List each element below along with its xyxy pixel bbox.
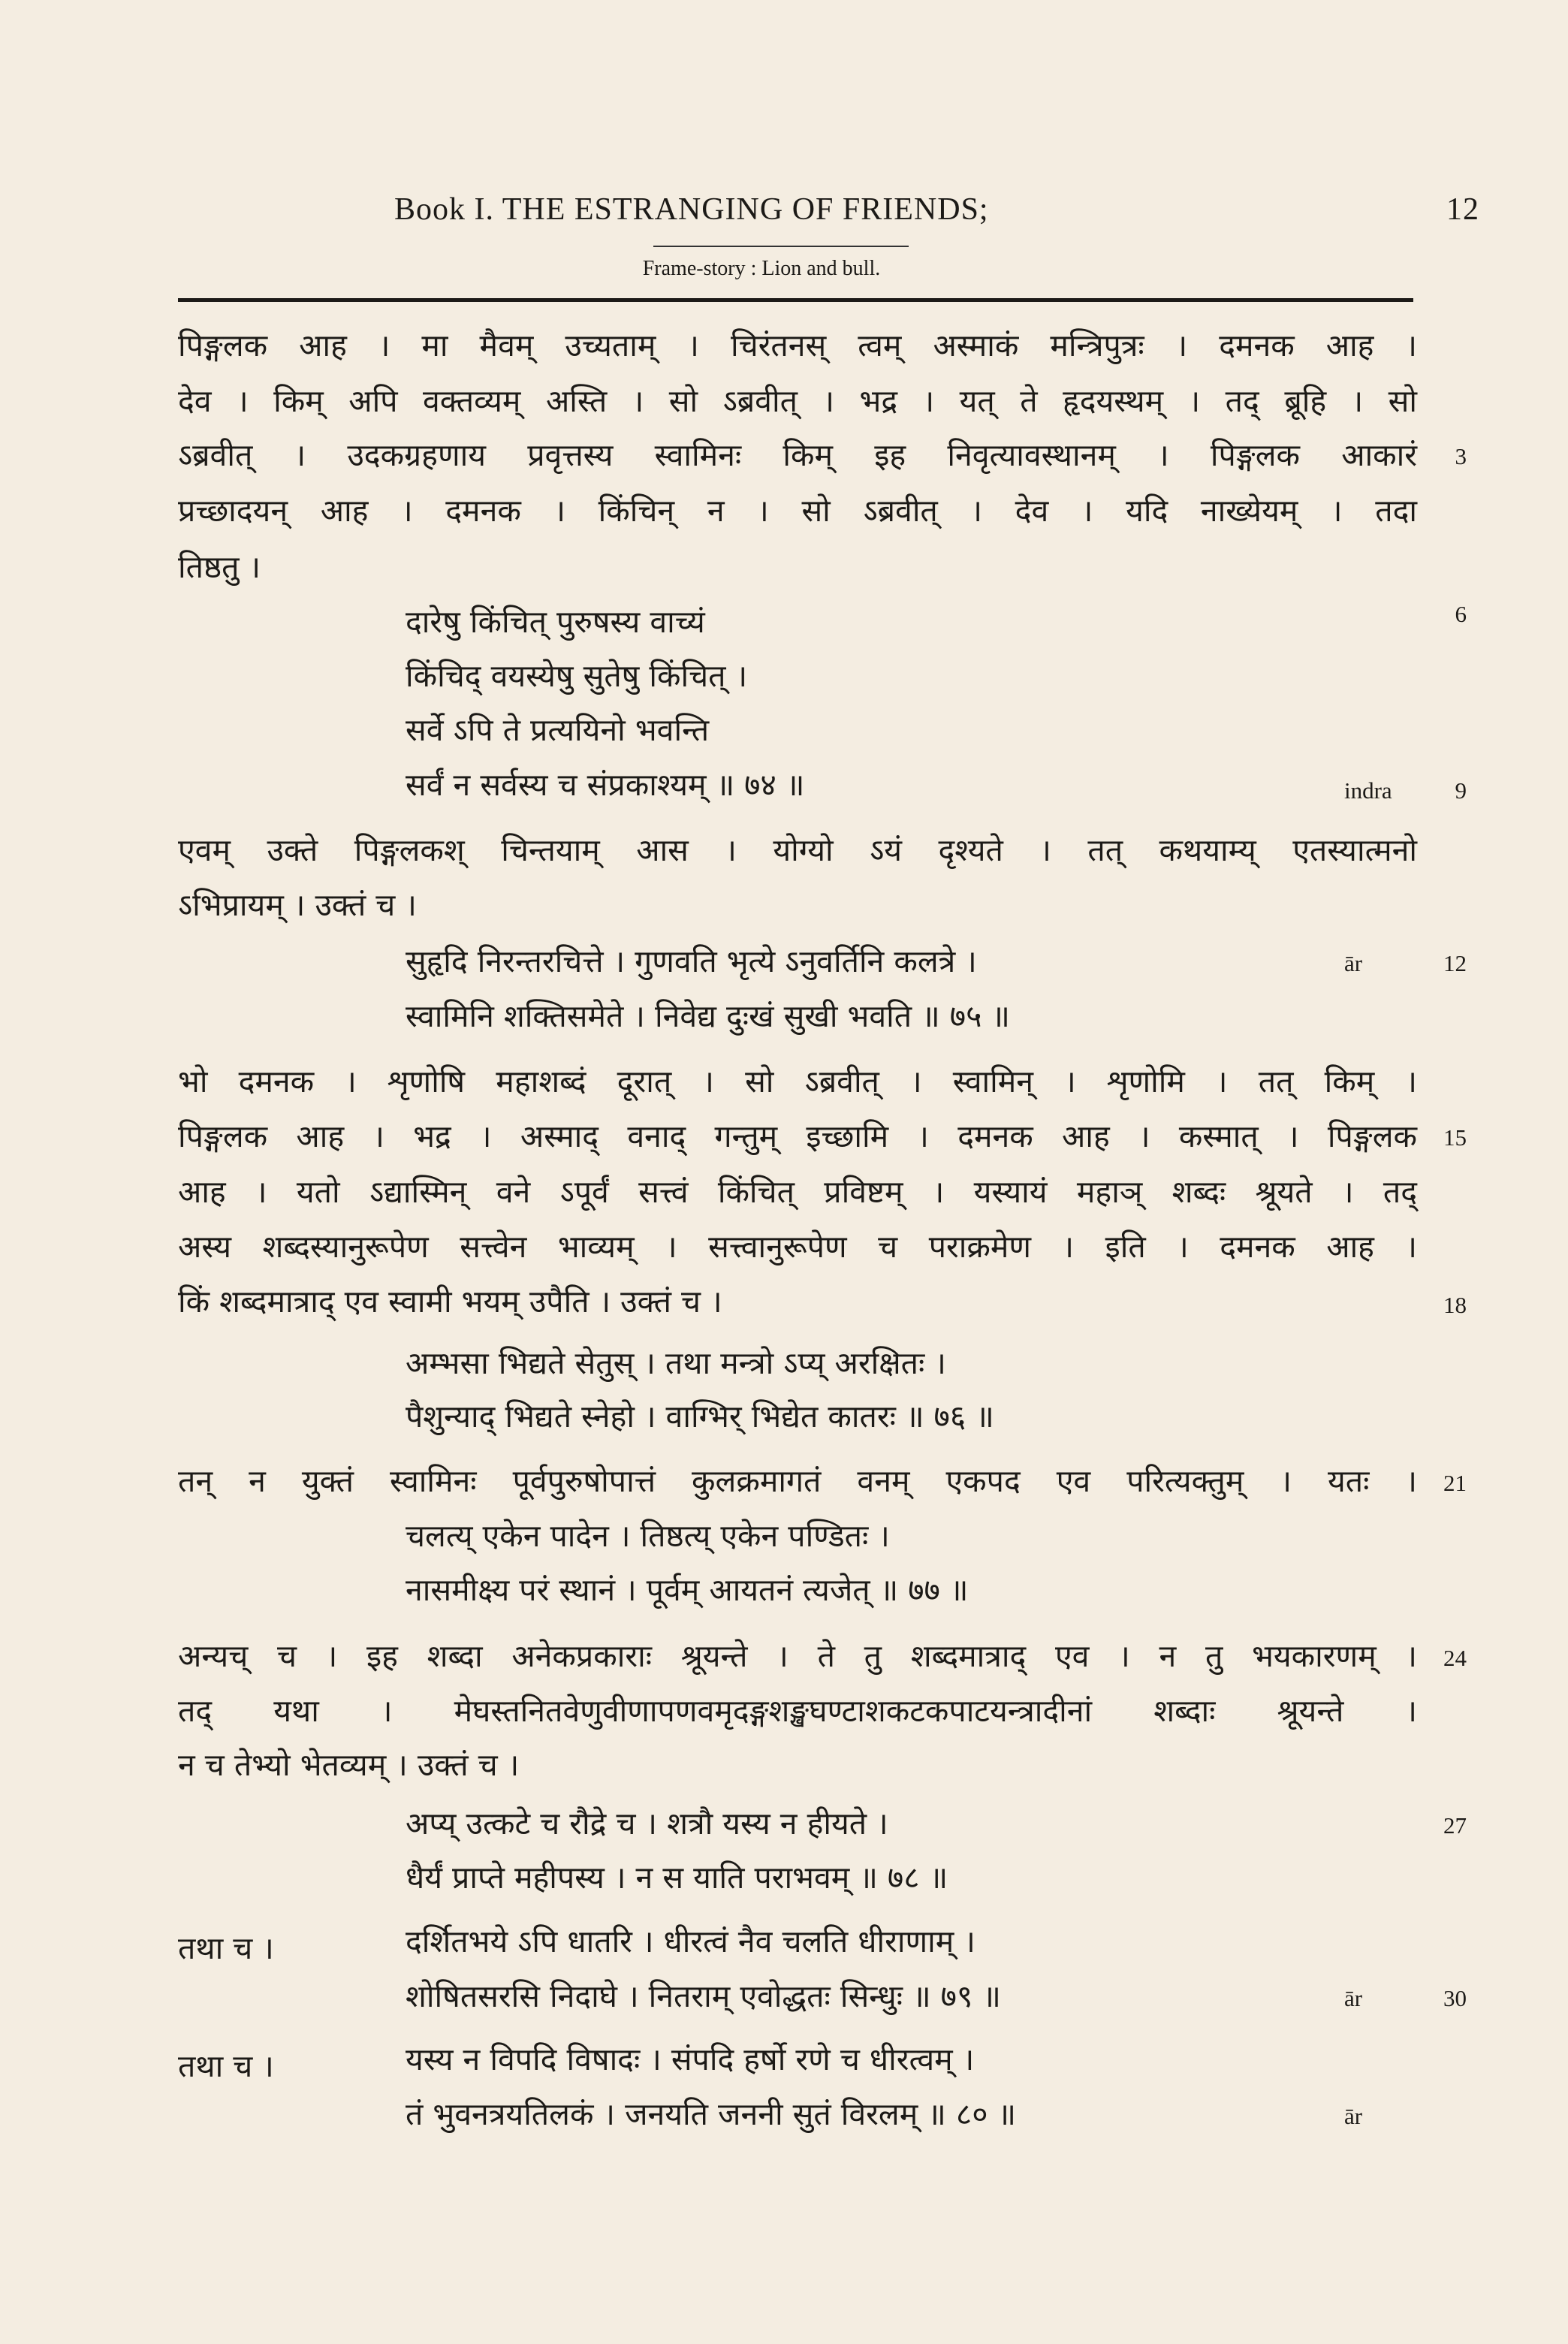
text-line: भो दमनक । शृणोषि महाशब्दं दूरात् । सो ऽब्रवीत् । स्वामिन् । शृणोमि । तत् किम् ।: [178, 1063, 1417, 1100]
verse-line: शोषितसरसि निदाघे । नितराम् एवोद्धतः सिन्धुः ॥ ७९ ॥: [406, 1978, 1001, 2014]
meter-label: ār: [1344, 950, 1363, 976]
verse-line: सुहृदि निरन्तरचित्ते । गुणवति भृत्ये ऽनुवर्तिनि कलत्रे ।: [406, 943, 977, 979]
line-number: 15: [1443, 1124, 1467, 1151]
verse-line: चलत्य् एकेन पादेन । तिष्ठत्य् एकेन पण्डितः ।: [406, 1518, 890, 1554]
verse-line: किंचिद् वयस्येषु सुतेषु किंचित् ।: [406, 658, 748, 694]
verse-line: अप्य् उत्कटे च रौद्रे च । शत्रौ यस्य न हीयते ।: [406, 1806, 888, 1842]
line-number: 12: [1443, 950, 1467, 976]
line-number: 9: [1455, 777, 1467, 804]
verse-intro: तथा च ।: [178, 2048, 274, 2084]
verse-line: सर्वे ऽपि ते प्रत्ययिनो भवन्ति: [406, 712, 710, 748]
section-subtitle: Frame-story : Lion and bull.: [642, 257, 881, 280]
text-line: तन् न युक्तं स्वामिनः पूर्वपुरुषोपात्तं कुलक्रमागतं वनम् एकपद एव परित्यक्तुम् । यतः ।: [178, 1463, 1417, 1499]
line-number: 18: [1443, 1292, 1467, 1318]
verse-line: नासमीक्ष्य परं स्थानं । पूर्वम् आयतनं त्यजेत् ॥ ७७ ॥: [406, 1572, 969, 1608]
line-number: 6: [1455, 601, 1467, 627]
text-line: ऽब्रवीत् । उदकग्रहणाय प्रवृत्तस्य स्वामिनः किम् इह निवृत्यावस्थानम् । पिङ्गलक आकारं: [178, 437, 1417, 473]
meter-label: indra: [1344, 777, 1392, 804]
text-line: किं शब्दमात्राद् एव स्वामी भयम् उपैति । उक्तं च ।: [178, 1284, 722, 1320]
line-number: 24: [1443, 1645, 1467, 1671]
verse-line: स्वामिनि शक्तिसमेते । निवेद्य दुःखं सुखी भवति ॥ ७५ ॥: [406, 998, 1010, 1034]
page-header: [169, 192, 1479, 237]
header-underline: [653, 246, 909, 247]
verse-line: यस्य न विपदि विषादः । संपदि हर्षो रणे च धीरत्वम् ।: [406, 2041, 975, 2077]
text-line: पिङ्गलक आह । भद्र । अस्माद् वनाद् गन्तुम् इच्छामि । दमनक आह । कस्मात् । पिङ्गलक: [178, 1118, 1417, 1154]
text-line: पिङ्गलक आह । मा मैवम् उच्यताम् । चिरंतनस् त्वम् अस्माकं मन्त्रिपुत्रः । दमनक आह ।: [178, 327, 1417, 364]
page-number: 12: [1446, 192, 1479, 227]
verse-line: पैशुन्याद् भिद्यते स्नेहो । वाग्भिर् भिद्येत कातरः ॥ ७६ ॥: [406, 1398, 994, 1434]
verse-line: अम्भसा भिद्यते सेतुस् । तथा मन्त्रो ऽप्य् अरक्षितः ।: [406, 1345, 946, 1381]
meter-label: ār: [1344, 1985, 1363, 2011]
text-line: अस्य शब्दस्यानुरूपेण सत्त्वेन भाव्यम् । सत्त्वानुरूपेण च पराक्रमेण । इति । दमनक आह ।: [178, 1229, 1417, 1265]
line-number: 30: [1443, 1985, 1467, 2011]
line-number: 27: [1443, 1812, 1467, 1839]
header-rule: [178, 298, 1413, 302]
verse-intro: तथा च ।: [178, 1930, 274, 1966]
text-line: प्रच्छादयन् आह । दमनक । किंचिन् न । सो ऽब्रवीत् । देव । यदि नाख्येयम् । तदा: [178, 493, 1417, 529]
verse-line: दारेषु किंचित् पुरुषस्य वाच्यं: [406, 604, 705, 640]
text-line: अन्यच् च । इह शब्दा अनेकप्रकाराः श्रूयन्ते । ते तु शब्दमात्राद् एव । न तु भयकारणम् ।: [178, 1638, 1417, 1674]
verse-line: तं भुवनत्रयतिलकं । जनयति जननी सुतं विरलम् ॥ ८० ॥: [406, 2096, 1017, 2132]
text-line: देव । किम् अपि वक्तव्यम् अस्ति । सो ऽब्रवीत् । भद्र । यत् ते हृदयस्थम् । तद् ब्रूहि । सो: [178, 383, 1418, 419]
line-number: 21: [1443, 1470, 1467, 1496]
text-line: तिष्ठतु ।: [178, 549, 261, 585]
line-number: 3: [1455, 443, 1467, 469]
verse-line: सर्वं न सर्वस्य च संप्रकाश्यम् ॥ ७४ ॥: [406, 767, 805, 803]
text-line: न च तेभ्यो भेतव्यम् । उक्तं च ।: [178, 1747, 520, 1783]
meter-label: ār: [1344, 2103, 1363, 2129]
text-line: आह । यतो ऽद्यास्मिन् वने ऽपूर्वं सत्त्वं किंचित् प्रविष्टम् । यस्यायं महाञ् शब्दः श्रूयते । तद्: [178, 1174, 1417, 1210]
verse-line: दर्शितभये ऽपि धातरि । धीरत्वं नैव चलति धीराणाम् ।: [406, 1923, 975, 1959]
text-line: एवम् उक्ते पिङ्गलकश् चिन्तयाम् आस । योग्यो ऽयं दृश्यते । तत् कथयाम्य् एतस्यात्मनो: [178, 832, 1417, 868]
verse-line: धैर्यं प्राप्ते महीपस्य । न स याति पराभवम् ॥ ७८ ॥: [406, 1860, 948, 1896]
text-line: ऽभिप्रायम् । उक्तं च ।: [178, 887, 417, 923]
text-line: तद् यथा । मेघस्तनितवेणुवीणापणवमृदङ्गशङ्खघण्टाशकटकपाटयन्त्रादीनां शब्दाः श्रूयन्ते ।: [178, 1693, 1417, 1729]
running-title: Book I. THE ESTRANGING OF FRIENDS;: [394, 192, 989, 227]
